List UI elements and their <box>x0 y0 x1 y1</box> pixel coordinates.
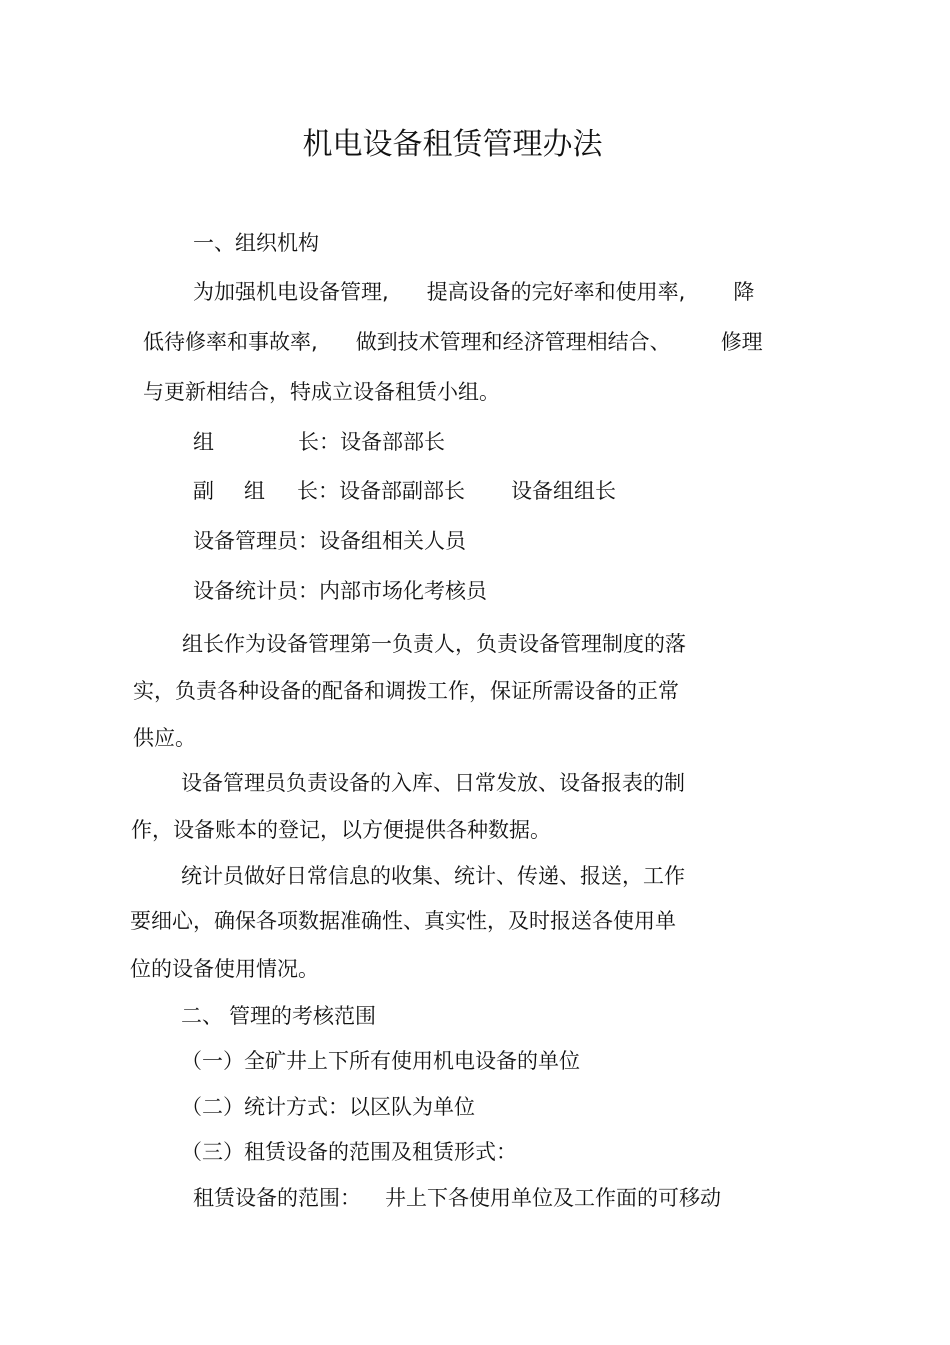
scope-label: 租赁设备的范围： <box>193 1186 361 1210</box>
intro-line-2 <box>143 328 763 356</box>
duty-stat-line-3: 位的设备使用情况。 <box>130 957 319 981</box>
role-label: 设备统计员： <box>193 579 319 603</box>
section-number: 二、 <box>181 1004 223 1028</box>
role-leader <box>193 428 445 456</box>
role-value: 设备部副部长 <box>339 479 465 503</box>
scope-item-2: （二）统计方式：以区队为单位 <box>181 1095 475 1119</box>
intro-line-3: 与更新相结合，特成立设备租赁小组。 <box>143 380 500 404</box>
page-title: 机电设备租赁管理办法 <box>302 127 603 162</box>
role-label: 长： <box>298 430 340 454</box>
intro-line-1 <box>193 278 754 306</box>
intro-text: 做到技术管理和经济管理相结合、 <box>355 330 671 354</box>
section-title: 管理的考核范围 <box>229 1004 376 1028</box>
duty-manager-line-1: 设备管理员负责设备的入库、日常发放、设备报表的制 <box>181 771 685 795</box>
scope-item-1: （一）全矿井上下所有使用机电设备的单位 <box>181 1049 580 1073</box>
role-deputy <box>193 477 616 505</box>
duty-stat-line-2: 要细心，确保各项数据准确性、真实性，及时报送各使用单 <box>130 909 676 933</box>
role-label: 设备管理员： <box>193 529 319 553</box>
role-label: 副 <box>193 479 214 503</box>
scope-range-line <box>193 1184 721 1212</box>
role-value: 内部市场化考核员 <box>319 579 487 603</box>
duty-leader-line-2: 实，负责各种设备的配备和调拨工作，保证所需设备的正常 <box>133 679 679 703</box>
scope-item-3: （三）租赁设备的范围及租赁形式： <box>181 1140 517 1164</box>
intro-text: 为加强机电设备管理, <box>193 280 389 304</box>
role-value: 设备部部长 <box>340 430 445 454</box>
duty-leader-line-3: 供应。 <box>133 726 196 750</box>
role-manager <box>193 527 466 555</box>
role-value: 设备组相关人员 <box>319 529 466 553</box>
duty-stat-line-1: 统计员做好日常信息的收集、统计、传递、报送，工作 <box>181 864 685 888</box>
duty-manager-line-2: 作，设备账本的登记，以方便提供各种数据。 <box>131 818 551 842</box>
duty-leader-line-1: 组长作为设备管理第一负责人，负责设备管理制度的落 <box>182 632 686 656</box>
section1-heading: 一、组织机构 <box>193 231 319 255</box>
role-label: 组 <box>244 479 265 503</box>
intro-text: 低待修率和事故率, <box>143 330 318 354</box>
role-value: 设备组组长 <box>511 479 616 503</box>
intro-text: 降 <box>733 280 755 304</box>
intro-text: 提高设备的完好率和使用率, <box>426 280 686 304</box>
role-label: 组 <box>193 430 214 454</box>
role-label: 长： <box>297 479 339 503</box>
intro-text: 修理 <box>720 330 763 354</box>
section2-heading <box>181 1002 376 1030</box>
role-statistician <box>193 577 487 605</box>
scope-text: 井上下各使用单位及工作面的可移动 <box>385 1186 721 1210</box>
